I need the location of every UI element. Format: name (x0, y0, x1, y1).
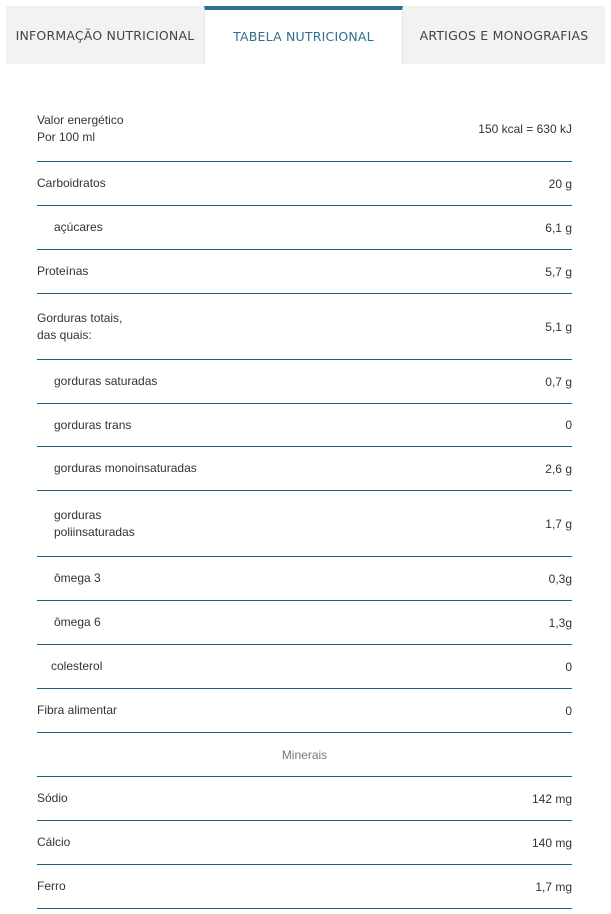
table-row (37, 777, 572, 821)
table-row (37, 689, 572, 733)
row-label-line2: poliinsaturadas (54, 524, 135, 539)
row-label-line1: Gorduras totais, (37, 310, 123, 325)
row-label-line1: gorduras (54, 507, 102, 522)
tab-tabela-nutricional[interactable]: TABELA NUTRICIONAL (204, 6, 403, 64)
row-label (37, 507, 135, 541)
row-value: 5,1 g (545, 319, 572, 334)
minerals-heading-row (37, 733, 572, 777)
energy-label (37, 112, 124, 146)
tab-artigos-e-monografias[interactable]: ARTIGOS E MONOGRAFIAS (403, 6, 605, 64)
section-heading: Minerais (281, 747, 328, 762)
row-label: ômega 6 (54, 615, 101, 629)
nutrition-table (37, 96, 572, 909)
row-label: Carboidratos (37, 176, 106, 190)
row-label: Sódio (37, 791, 68, 805)
row-label-line2: das quais: (37, 327, 92, 342)
row-label: gorduras monoinsaturadas (54, 461, 197, 475)
row-label: ômega 3 (54, 571, 101, 585)
row-value: 5,7 g (545, 264, 572, 279)
row-value: 1,7 g (545, 516, 572, 531)
row-label: colesterol (51, 659, 103, 673)
table-row (37, 250, 572, 294)
row-value: 20 g (548, 176, 572, 191)
table-row (37, 491, 572, 557)
row-label: Ferro (37, 879, 66, 893)
table-row (37, 162, 572, 206)
table-row (37, 557, 572, 601)
table-row (37, 360, 572, 404)
tab-bar (6, 6, 605, 64)
table-row (37, 206, 572, 250)
row-value: 140 mg (531, 835, 572, 850)
row-value: 0,3g (548, 571, 572, 586)
row-value: 6,1 g (545, 220, 572, 235)
row-value: 0 (565, 703, 572, 718)
energy-row (37, 96, 572, 162)
table-row (37, 865, 572, 909)
energy-value: 150 kcal = 630 kJ (478, 121, 572, 136)
row-label: gorduras trans (54, 417, 132, 432)
row-value: 1,7 mg (535, 879, 572, 894)
row-value: 142 mg (531, 791, 572, 806)
row-label: Fibra alimentar (37, 703, 118, 717)
table-row (37, 404, 572, 447)
row-label: Proteínas (37, 264, 89, 278)
row-label (37, 310, 122, 344)
row-value: 0 (565, 418, 572, 432)
row-value: 0,7 g (545, 374, 572, 389)
row-value: 1,3g (548, 615, 572, 630)
row-value: 2,6 g (545, 461, 572, 476)
energy-label-line1: Valor energético (37, 112, 124, 127)
row-label: Cálcio (37, 835, 71, 849)
table-row (37, 645, 572, 689)
table-row (37, 447, 572, 491)
table-row (37, 294, 572, 360)
row-label: gorduras saturadas (54, 374, 158, 388)
energy-label-line2: Por 100 ml (37, 129, 96, 144)
row-label: açúcares (54, 220, 103, 234)
row-value: 0 (565, 659, 572, 674)
tab-informacao-nutricional[interactable]: INFORMAÇÃO NUTRICIONAL (6, 6, 204, 64)
table-row (37, 601, 572, 645)
table-row (37, 821, 572, 865)
